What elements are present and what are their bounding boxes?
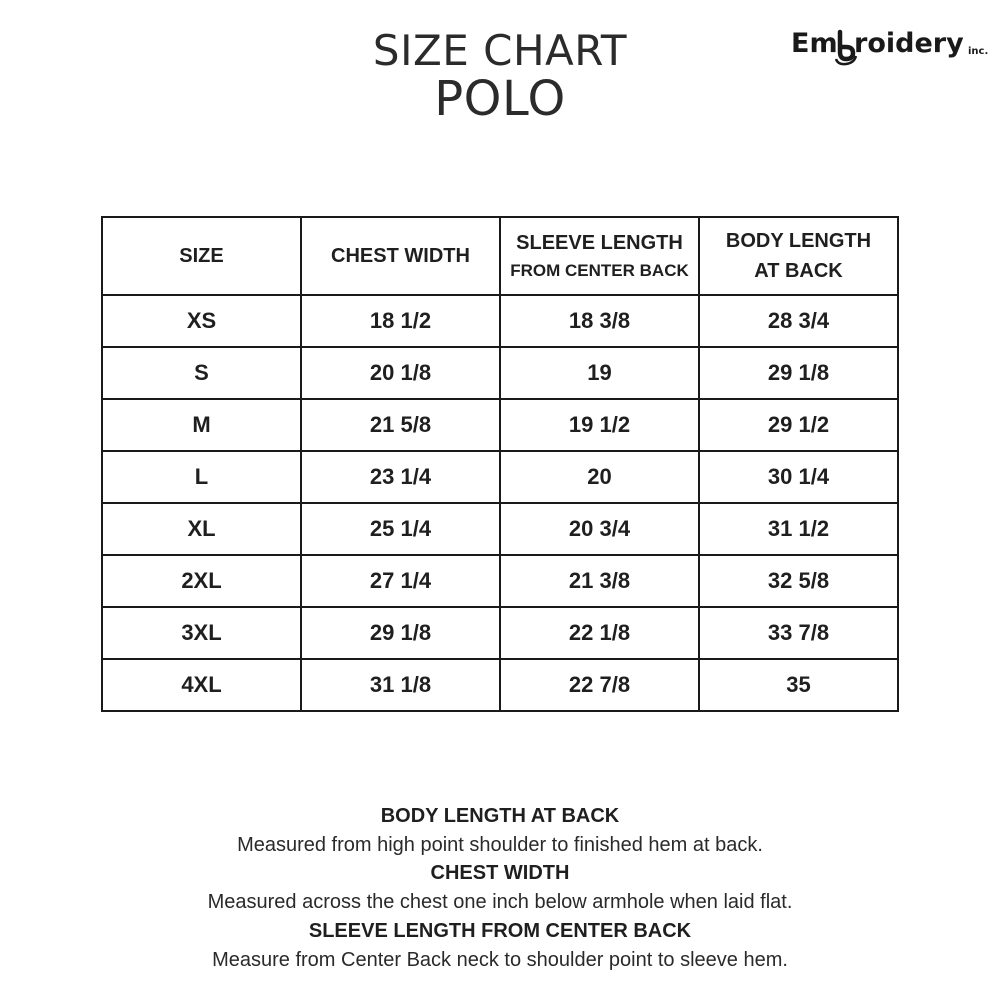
svg-text:inc.: inc.	[968, 46, 989, 57]
header-chest-width	[301, 217, 500, 295]
cell-sleeve-length: 19	[500, 347, 699, 399]
note-text-chest-width: Measured across the chest one inch below armhole when laid flat.	[207, 891, 793, 914]
header-sleeve-length	[500, 217, 699, 295]
cell-size: L	[102, 451, 301, 503]
note-text-sleeve-length: Measure from Center Back neck to shoulder point to sleeve hem.	[212, 948, 788, 971]
embroidery-logo	[790, 26, 990, 66]
embroidery-logo-icon	[790, 26, 990, 66]
cell-size: M	[102, 399, 301, 451]
table-row	[102, 295, 898, 347]
cell-sleeve-length: 22 1/8	[500, 607, 699, 659]
table-row	[102, 399, 898, 451]
cell-chest-width: 29 1/8	[301, 607, 500, 659]
header-size-label: SIZE	[179, 245, 224, 267]
cell-size: XS	[102, 295, 301, 347]
cell-chest-width: 31 1/8	[301, 659, 500, 711]
cell-sleeve-length: 20	[500, 451, 699, 503]
cell-sleeve-length: 20 3/4	[500, 503, 699, 555]
svg-text:Em: Em	[791, 28, 838, 59]
svg-text:roidery: roidery	[854, 28, 964, 59]
cell-chest-width: 27 1/4	[301, 555, 500, 607]
header-size	[102, 217, 301, 295]
cell-sleeve-length: 22 7/8	[500, 659, 699, 711]
cell-body-length: 32 5/8	[699, 555, 898, 607]
table-row	[102, 659, 898, 711]
cell-size: S	[102, 347, 301, 399]
cell-size: XL	[102, 503, 301, 555]
cell-sleeve-length: 18 3/8	[500, 295, 699, 347]
measurement-notes	[0, 802, 1000, 974]
cell-body-length: 33 7/8	[699, 607, 898, 659]
note-title-chest-width: CHEST WIDTH	[430, 862, 570, 885]
cell-body-length: 29 1/2	[699, 399, 898, 451]
table-row	[102, 555, 898, 607]
header-sleeve-length-label: SLEEVE LENGTH	[516, 232, 683, 254]
cell-body-length: 31 1/2	[699, 503, 898, 555]
cell-body-length: 29 1/8	[699, 347, 898, 399]
cell-chest-width: 25 1/4	[301, 503, 500, 555]
header-body-length-sub: AT BACK	[754, 260, 843, 282]
cell-sleeve-length: 19 1/2	[500, 399, 699, 451]
title-polo: POLO	[434, 71, 566, 127]
table-row	[102, 451, 898, 503]
table-row	[102, 503, 898, 555]
cell-chest-width: 20 1/8	[301, 347, 500, 399]
table-row	[102, 347, 898, 399]
cell-body-length: 28 3/4	[699, 295, 898, 347]
cell-size: 4XL	[102, 659, 301, 711]
header-chest-width-label: CHEST WIDTH	[331, 245, 470, 267]
note-title-sleeve-length: SLEEVE LENGTH FROM CENTER BACK	[308, 919, 692, 942]
cell-body-length: 35	[699, 659, 898, 711]
table-header-row	[102, 217, 898, 295]
title-size-chart: SIZE CHART	[372, 26, 628, 75]
header-body-length	[699, 217, 898, 295]
cell-sleeve-length: 21 3/8	[500, 555, 699, 607]
note-title-body-length: BODY LENGTH AT BACK	[380, 805, 620, 827]
cell-chest-width: 23 1/4	[301, 451, 500, 503]
cell-chest-width: 21 5/8	[301, 399, 500, 451]
table-row	[102, 607, 898, 659]
cell-body-length: 30 1/4	[699, 451, 898, 503]
header-body-length-label: BODY LENGTH	[725, 230, 872, 252]
cell-size: 3XL	[102, 607, 301, 659]
header-sleeve-length-sub: FROM CENTER BACK	[510, 261, 689, 280]
cell-chest-width: 18 1/2	[301, 295, 500, 347]
note-text-body-length: Measured from high point shoulder to finished hem at back.	[237, 833, 763, 856]
size-chart-table	[101, 216, 899, 712]
cell-size: 2XL	[102, 555, 301, 607]
